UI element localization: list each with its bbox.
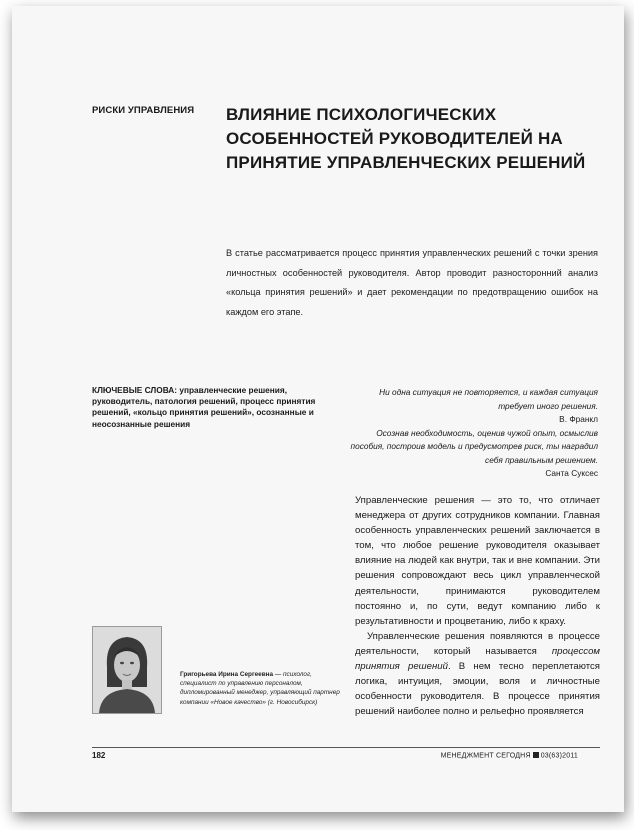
epigraph (342, 386, 598, 427)
epigraph-author: В. Франкл (559, 414, 598, 424)
epigraph-author: Санта Суксес (545, 468, 598, 478)
author-photo (92, 626, 162, 714)
journal-issue: 03(63)2011 (540, 752, 578, 760)
article-body (355, 493, 600, 719)
epigraph-quote: Ни одна ситуация не повторяется, и каждая ситуация требует иного решения. (379, 387, 598, 411)
epigraph-quote: Осознав необходимость, оценив чужой опыт, осмыслив пособия, построив модель и предусмотрев риск, ты наградил себя правильным решением. (350, 427, 598, 465)
epigraph (342, 427, 598, 481)
body-text-run: Управленческие решения появляются в процессе деятельности, который называется (355, 630, 600, 657)
author-info (180, 670, 342, 707)
article-title: ВЛИЯНИЕ ПСИХОЛОГИЧЕСКИХ ОСОБЕННОСТЕЙ РУКОВОДИТЕЛЕЙ НА ПРИНЯТИЕ УПРАВЛЕНЧЕСКИХ РЕШЕНИЙ (226, 105, 586, 172)
page-number: 182 (92, 751, 106, 760)
journal-footer (441, 752, 578, 760)
epigraphs (342, 386, 598, 481)
body-paragraph: Управленческие решения — это то, что отличает менеджера от других сотрудников компании. Главная особенность управленческих решений заключается в том, что любое решение руководителя оказывает влияние на людей как внутри, так и вне компании. Эти решения сопровождают весь цикл управленческой деятельности, принимаются руководителем постоянно и, по сути, ведут компанию либо к результативности и процветанию, либо к краху. (355, 495, 600, 627)
keywords: КЛЮЧЕВЫЕ СЛОВА: управленческие решения, руководитель, патология решений, процесс принятия решений, «кольцо принятия решений», осознанные и неосознанные решения (92, 385, 316, 429)
author-portrait-icon (93, 627, 161, 713)
journal-name: МЕНЕДЖМЕНТ СЕГОДНЯ (440, 752, 531, 760)
author-role: — психолог, специалист по управлению персоналом, дипломированный менеджер, управляющий партнер компании «Новое качество» (180, 671, 340, 706)
square-bullet-icon (533, 752, 539, 758)
journal-page (12, 6, 624, 812)
article-abstract: В статье рассматривается процесс принятия управленческих решений с точки зрения личностных особенностей руководителя. Автор проводит разносторонний анализ «кольца принятия решений» и дает рекомендации по предотвращению ошибок на каждом его этапе. (226, 248, 598, 317)
body-paragraph (355, 629, 600, 720)
body-text-run: . В нем тесно переплетаются логика, интуиция, эмоции, воля и личностные особенности руководителя. В процессе принятия решений наиболее полно и рельефно проявляется (355, 661, 600, 718)
section-label: РИСКИ УПРАВЛЕНИЯ (92, 105, 195, 116)
emphasis-term: процессом принятия решений (355, 645, 600, 673)
author-city: (г. Новосибирск) (265, 698, 318, 706)
footer-divider (92, 747, 600, 748)
author-name: Григорьева Ирина Сергеевна (180, 671, 274, 678)
